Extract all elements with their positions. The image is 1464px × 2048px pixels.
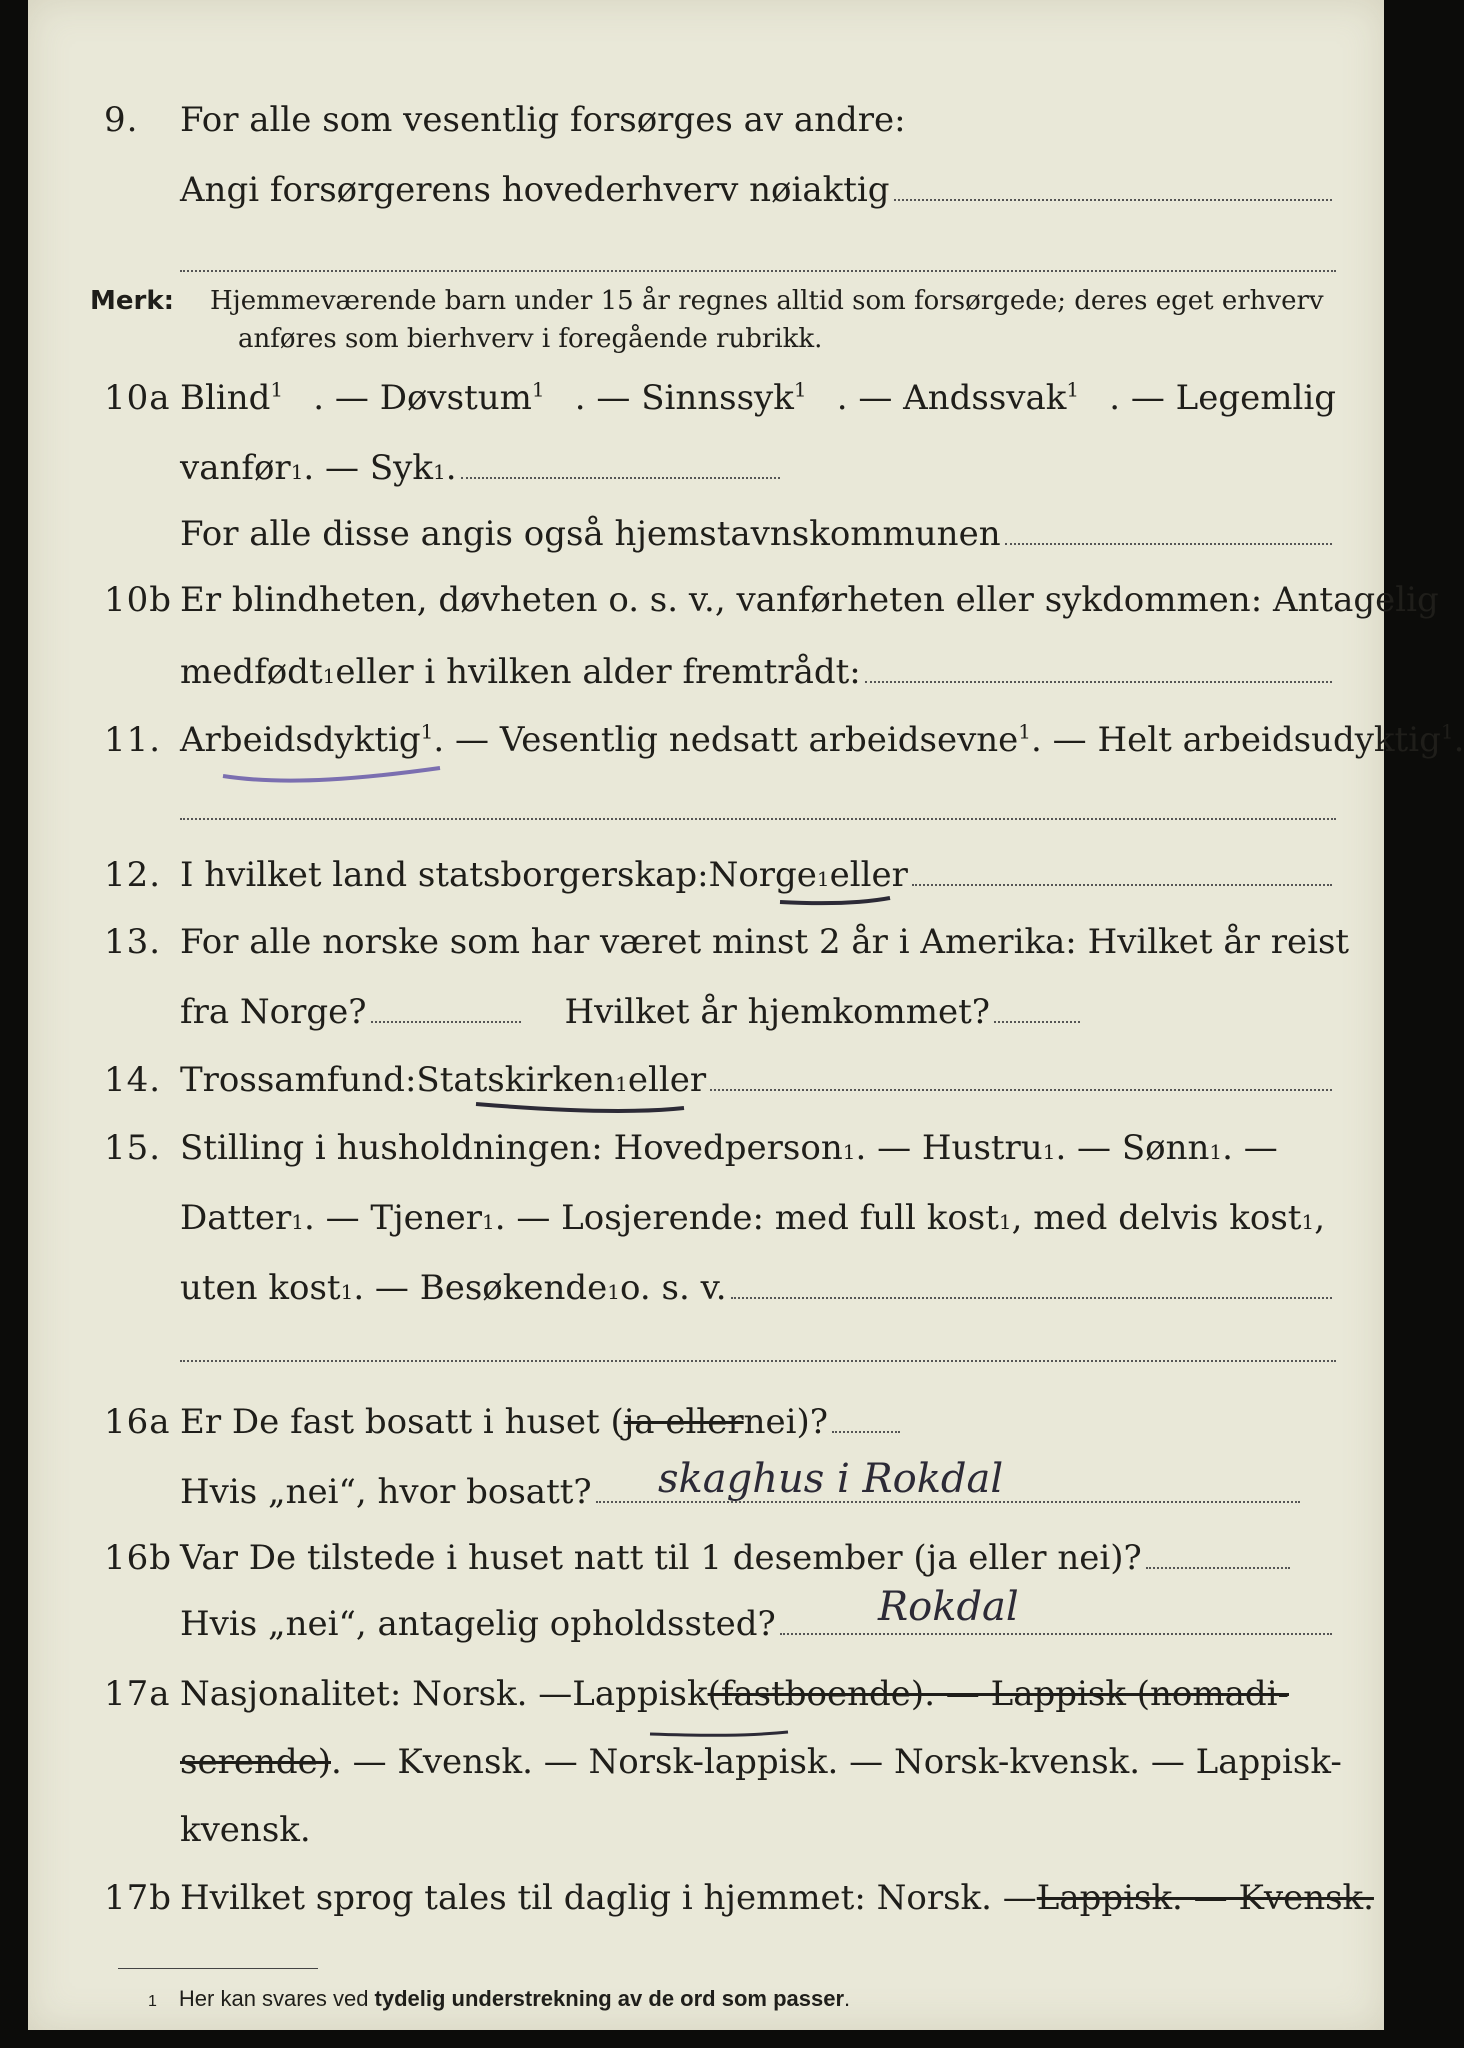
q15-line3 <box>28 1268 1384 1318</box>
merk-line1: Hjemmeværende barn under 15 år regnes alltid som forsørgede; deres eget erhverv <box>210 286 1324 316</box>
q17a-line1 <box>28 1674 1384 1724</box>
footnote-rule <box>118 1968 318 1969</box>
q17b-options[interactable]: Hvilket sprog tales til daglig i hjemmet: Norsk. — Lappisk. — Kvensk. <box>180 1878 1374 1918</box>
q9-number: 9. <box>104 100 139 140</box>
q12-line <box>28 855 1384 905</box>
q10a-field-syk[interactable]: vanfør 1 . — Syk 1 . <box>180 448 784 488</box>
q16a-line2 <box>28 1456 1384 1522</box>
q12-field[interactable]: I hvilket land statsborgerskap: Norge 1 eller <box>180 855 1336 895</box>
q16b-field-1[interactable]: Var De tilstede i huset natt til 1 desember (ja eller nei)? <box>180 1538 1294 1578</box>
q12-number: 12. <box>104 855 162 895</box>
q16a-number: 16a <box>104 1402 171 1442</box>
q16b-handwritten-answer: Rokdal <box>878 1584 1019 1630</box>
q13-number: 13. <box>104 922 162 962</box>
q13-line1 <box>28 922 1384 972</box>
q14-line <box>28 1060 1384 1110</box>
q9-label: Angi forsørgerens hovederhverv nøiaktig <box>180 170 890 210</box>
q17b-struck: Lappisk. — Kvensk. <box>1036 1878 1374 1918</box>
q9-line2 <box>28 170 1384 220</box>
q10a-line2 <box>28 448 1384 498</box>
q10b-text: Er blindheten, døvheten o. s. v., vanførheten eller sykdommen: Antagelig <box>180 580 1439 620</box>
q17a-lappisk: Lappisk <box>572 1674 708 1714</box>
q15-options-1[interactable]: Stilling i husholdningen: Hovedperson 1 . — Hustru 1 . — Sønn 1 . — <box>180 1128 1278 1168</box>
q10a-number: 10a <box>104 378 171 418</box>
q14-field[interactable]: Trossamfund: Statskirken 1 eller <box>180 1060 1336 1100</box>
q10a-line1 <box>28 378 1384 428</box>
underline-lappisk <box>650 1732 788 1735</box>
q11-options[interactable]: Arbeidsdyktig$^1$. — Vesentlig nedsatt arbeidsevne$^1$. — Helt arbeidsudyktig$^1$. <box>180 719 1464 760</box>
q10b-field[interactable]: medfødt 1 eller i hvilken alder fremtrådt: <box>180 652 1336 692</box>
q13-line2 <box>28 992 1384 1042</box>
q9-field[interactable] <box>180 170 1336 210</box>
q16a-line1 <box>28 1402 1384 1452</box>
footnote: 1 Her kan svares ved tydelig understrekning av de ord som passer. <box>148 1986 851 2011</box>
q16b-number: 16b <box>104 1538 173 1578</box>
q11-number: 11. <box>104 720 162 760</box>
q16b-field-2[interactable]: Hvis „nei“, antagelig opholdssted? <box>180 1604 1336 1644</box>
q11-line <box>28 719 1464 770</box>
q15-options-3[interactable]: uten kost 1 . — Besøkende 1 o. s. v. <box>180 1268 1336 1308</box>
q16a-field-2[interactable]: Hvis „nei“, hvor bosatt? <box>180 1472 1304 1512</box>
q10b-line2 <box>28 652 1384 702</box>
census-form-page <box>28 0 1464 2030</box>
q15-line2 <box>28 1198 1384 1248</box>
q17b-number: 17b <box>104 1878 173 1918</box>
q17b-line <box>28 1878 1384 1928</box>
q16b-line2 <box>28 1584 1384 1654</box>
q17a-number: 17a <box>104 1674 171 1714</box>
q11-answer-line[interactable] <box>180 818 1336 820</box>
q15-answer-line[interactable] <box>180 1360 1336 1362</box>
q10b-number: 10b <box>104 580 173 620</box>
q17a-options-3[interactable]: kvensk. <box>180 1810 311 1850</box>
q16a-struck: ja eller <box>623 1402 744 1442</box>
q16a-handwritten-answer: skaghus i Rokdal <box>658 1456 1004 1502</box>
q17a-line3 <box>28 1810 1384 1860</box>
q15-number: 15. <box>104 1128 162 1168</box>
q17a-line2 <box>28 1742 1384 1792</box>
q10a-field-hjemstavn[interactable]: For alle disse angis også hjemstavnskommunen <box>180 514 1336 554</box>
q14-statskirken: Statskirken <box>416 1060 616 1100</box>
q13-field[interactable]: fra Norge? Hvilket år hjemkommet? <box>180 992 1084 1032</box>
q14-number: 14. <box>104 1060 162 1100</box>
merk-label: Merk: <box>90 286 175 316</box>
q9-line1 <box>28 100 1384 150</box>
q10a-options[interactable]: Blind$^1$ . — Døvstum$^1$ . — Sinnssyk$^1$ . — Andssvak$^1$ . — Legemlig <box>180 377 1336 418</box>
merk-line2: anføres som bierhverv i foregående rubrikk. <box>238 324 823 354</box>
q16b-line1 <box>28 1538 1384 1588</box>
q9-answer-line[interactable] <box>180 270 1336 272</box>
q10a-line3 <box>28 514 1384 564</box>
q17a-options-1[interactable]: Nasjonalitet: Norsk. — Lappisk (fastboende). — Lappisk (nomadi- <box>180 1674 1289 1714</box>
q10b-line1 <box>28 580 1439 630</box>
q13-text: For alle norske som har været minst 2 år i Amerika: Hvilket år reist <box>180 922 1350 962</box>
q12-norge: Norge <box>708 855 817 895</box>
q17a-options-2[interactable]: serende) . — Kvensk. — Norsk-lappisk. — Norsk-kvensk. — Lappisk- <box>180 1742 1342 1782</box>
q16a-field-1[interactable]: Er De fast bosatt i huset ( ja eller nei)? <box>180 1402 904 1442</box>
q15-line1 <box>28 1128 1384 1178</box>
q9-text: For alle som vesentlig forsørges av andre: <box>180 100 906 140</box>
q11-arbeidsdyktig: Arbeidsdyktig <box>180 720 421 760</box>
q15-options-2[interactable]: Datter 1 . — Tjener 1 . — Losjerende: med full kost 1 , med delvis kost 1 , <box>180 1198 1326 1238</box>
